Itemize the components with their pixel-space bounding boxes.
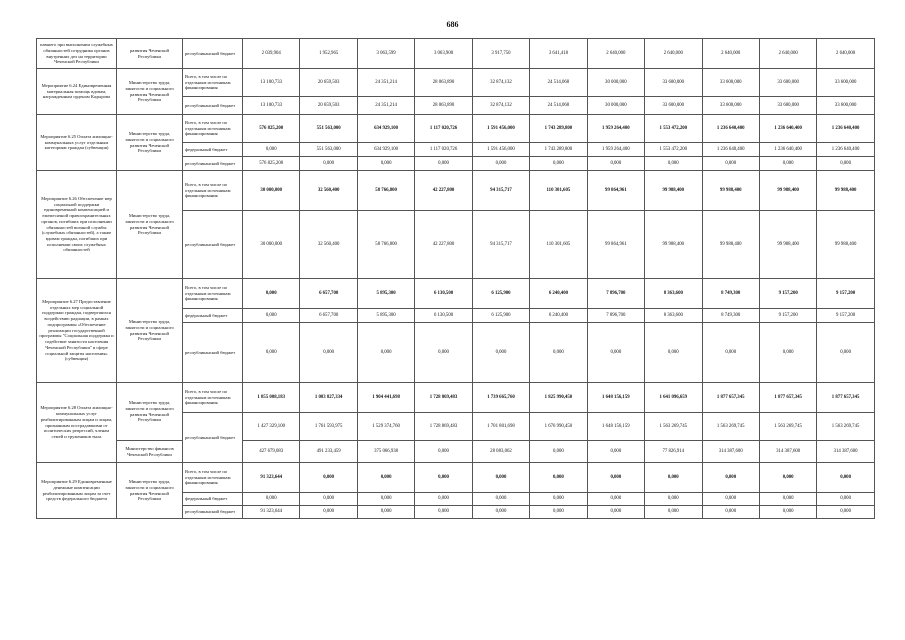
value-cell: 0,000 — [472, 323, 529, 383]
value-cell: 1 236 640,400 — [702, 143, 759, 157]
value-cell: 1 743 289,800 — [530, 143, 587, 157]
source-label: республиканский бюджет — [183, 157, 243, 171]
value-cell: 99 864,961 — [587, 211, 644, 279]
value-cell: 1 236 640,400 — [759, 115, 816, 143]
value-cell: 99 988,400 — [817, 171, 874, 211]
value-cell: 1 728 869,483 — [415, 413, 472, 441]
value-cell: 2 640,000 — [587, 39, 644, 69]
value-cell: 99 988,400 — [817, 211, 874, 279]
value-cell: 634 929,100 — [357, 143, 414, 157]
measure-name: Мероприятие 6.27 Предоставление отдельных мер социальной поддержки граждан, подвергшихся воздействию радиации, в рамках подпрограммы «Обеспечение реализации государственной программы "Социальная поддержка и содействие занятости населения Чеченской Республики" в сфере социальной защиты населения» (субвенция) — [37, 279, 117, 383]
value-cell: 0,000 — [817, 493, 874, 506]
value-cell: 8 363,600 — [645, 279, 702, 309]
value-cell: 1 117 020,726 — [415, 143, 472, 157]
page-number: 686 — [446, 20, 459, 29]
value-cell: 3 063,900 — [415, 39, 472, 69]
value-cell: 24 351,214 — [357, 69, 414, 97]
value-cell: 576 825,200 — [243, 115, 300, 143]
value-cell: 33 600,000 — [645, 97, 702, 115]
executor: Министерство труда, занятости и социального развития Чеченской Республики — [117, 171, 183, 279]
value-cell: 0,000 — [300, 506, 357, 519]
value-cell: 0,000 — [415, 323, 472, 383]
value-cell: 0,000 — [587, 323, 644, 383]
value-cell: 1 728 869,483 — [415, 383, 472, 413]
table-row — [37, 463, 875, 493]
value-cell: 0,000 — [243, 279, 300, 309]
value-cell: 6 130,500 — [415, 279, 472, 309]
source-label: республиканский бюджет — [183, 39, 243, 69]
value-cell: 0,000 — [587, 463, 644, 493]
value-cell: 0,000 — [530, 493, 587, 506]
source-label: республиканский бюджет — [183, 413, 243, 463]
value-cell: 99 988,400 — [645, 211, 702, 279]
value-cell: 1 877 657,345 — [702, 383, 759, 413]
table-row — [37, 383, 875, 413]
value-cell: 33 600,000 — [759, 69, 816, 97]
value-cell: 491 233,459 — [300, 441, 357, 463]
value-cell: 0,000 — [415, 157, 472, 171]
value-cell: 24 514,068 — [530, 97, 587, 115]
value-cell: 0,000 — [243, 309, 300, 323]
value-cell: 0,000 — [702, 323, 759, 383]
value-cell: 1 877 657,345 — [817, 383, 874, 413]
value-cell: 1 553 472,200 — [645, 115, 702, 143]
value-cell: 1 563 269,745 — [645, 413, 702, 441]
value-cell: 77 826,914 — [645, 441, 702, 463]
value-cell: 0,000 — [243, 493, 300, 506]
value-cell: 1 904 441,698 — [357, 383, 414, 413]
value-cell: 1 236 640,400 — [817, 143, 874, 157]
value-cell: 375 066,938 — [357, 441, 414, 463]
value-cell: 20 659,503 — [300, 97, 357, 115]
value-cell: 33 600,000 — [759, 97, 816, 115]
value-cell: 0,000 — [357, 493, 414, 506]
value-cell: 0,000 — [702, 506, 759, 519]
value-cell: 30 000,000 — [587, 97, 644, 115]
value-cell: 0,000 — [645, 506, 702, 519]
value-cell: 1 648 156,159 — [587, 383, 644, 413]
value-cell: 1 739 665,760 — [472, 383, 529, 413]
value-cell: 99 864,961 — [587, 171, 644, 211]
value-cell: 1 877 657,345 — [759, 383, 816, 413]
executor: развития Чеченской Республики — [117, 39, 183, 69]
value-cell: 0,000 — [702, 463, 759, 493]
source-label: Всего, в том числе по отдельным источникам финансирования — [183, 115, 243, 143]
value-cell: 33 600,000 — [817, 97, 874, 115]
value-cell: 0,000 — [472, 463, 529, 493]
value-cell: 0,000 — [357, 157, 414, 171]
value-cell: 1 563 269,745 — [817, 413, 874, 441]
executor: Министерство финансов Чеченской Республики — [117, 441, 183, 463]
value-cell: 1 553 472,200 — [645, 143, 702, 157]
value-cell: 1 761 593,975 — [300, 413, 357, 441]
executor: Министерство труда, занятости и социального развития Чеченской Республики — [117, 463, 183, 519]
value-cell: 33 600,000 — [817, 69, 874, 97]
value-cell: 2 640,000 — [702, 39, 759, 69]
value-cell: 551 563,000 — [300, 143, 357, 157]
value-cell: 42 227,800 — [415, 171, 472, 211]
measure-name: Мероприятие 6.25 Оплата жилищно-коммунальных услуг отдельным категориям граждан (субвенция) — [37, 115, 117, 171]
value-cell: 0,000 — [472, 506, 529, 519]
table-row — [37, 171, 875, 211]
value-cell: 0,000 — [530, 463, 587, 493]
value-cell: 2 640,000 — [645, 39, 702, 69]
value-cell: 1 236 640,400 — [759, 143, 816, 157]
value-cell: 0,000 — [300, 493, 357, 506]
value-cell: 32 560,400 — [300, 211, 357, 279]
value-cell: 0,000 — [300, 323, 357, 383]
value-cell: 94 315,717 — [472, 211, 529, 279]
value-cell: 32 560,400 — [300, 171, 357, 211]
value-cell: 2 640,000 — [817, 39, 874, 69]
value-cell: 30 000,000 — [243, 211, 300, 279]
value-cell: 0,000 — [530, 157, 587, 171]
value-cell: 8 749,300 — [702, 309, 759, 323]
value-cell: 1 427 329,100 — [243, 413, 300, 441]
source-label: федеральный бюджет — [183, 309, 243, 323]
value-cell: 6 657,700 — [300, 309, 357, 323]
measure-name: Мероприятие 6.24 Единовременная материальная помощь вдовам, награжденным орденом Кадырова — [37, 69, 117, 115]
value-cell: 99 988,400 — [702, 211, 759, 279]
value-cell: 0,000 — [817, 506, 874, 519]
value-cell: 32 874,132 — [472, 97, 529, 115]
table-row — [37, 115, 875, 143]
value-cell: 0,000 — [817, 323, 874, 383]
value-cell: 1 236 640,400 — [702, 115, 759, 143]
value-cell: 24 351,214 — [357, 97, 414, 115]
source-label: Всего, в том числе по отдельным источникам финансирования — [183, 69, 243, 97]
value-cell: 5 895,300 — [357, 279, 414, 309]
value-cell: 28 063,890 — [415, 69, 472, 97]
executor: Министерство труда, занятости и социального развития Чеченской Республики — [117, 115, 183, 171]
executor: Министерство труда, занятости и социального развития Чеченской Республики — [117, 383, 183, 441]
value-cell: 6 240,400 — [530, 279, 587, 309]
value-cell: 110 301,605 — [530, 171, 587, 211]
value-cell: 58 766,800 — [357, 211, 414, 279]
value-cell: 576 825,200 — [243, 157, 300, 171]
value-cell: 2 039,904 — [243, 39, 300, 69]
measure-name: Мероприятие 6.29 Единовременные денежные компенсации реабилитированным лицам за счет средств федерального бюджета — [37, 463, 117, 519]
source-label: федеральный бюджет — [183, 143, 243, 157]
value-cell: 0,000 — [645, 323, 702, 383]
value-cell: 0,000 — [587, 157, 644, 171]
executor: Министерство труда, занятости и социального развития Чеченской Республики — [117, 279, 183, 383]
value-cell: 1 743 289,800 — [530, 115, 587, 143]
value-cell: 0,000 — [472, 493, 529, 506]
source-label: республиканский бюджет — [183, 506, 243, 519]
value-cell: 7 896,700 — [587, 309, 644, 323]
source-label: республиканский бюджет — [183, 97, 243, 115]
table-row — [37, 69, 875, 97]
value-cell: 1 952,965 — [300, 39, 357, 69]
value-cell: 13 100,733 — [243, 97, 300, 115]
measure-name: павшего при выполнении служебных обязанностей сотрудника органов внутренних дел на территории Чеченской Республики — [37, 39, 117, 69]
value-cell: 0,000 — [415, 441, 472, 463]
value-cell: 0,000 — [587, 506, 644, 519]
value-cell: 99 988,400 — [759, 171, 816, 211]
value-cell: 0,000 — [759, 506, 816, 519]
value-cell: 0,000 — [357, 463, 414, 493]
value-cell: 32 874,132 — [472, 69, 529, 97]
value-cell: 1 563 269,745 — [702, 413, 759, 441]
value-cell: 1 641 096,659 — [645, 383, 702, 413]
value-cell: 3 641,418 — [530, 39, 587, 69]
value-cell: 0,000 — [759, 463, 816, 493]
value-cell: 9 157,200 — [759, 279, 816, 309]
value-cell: 28 063,890 — [415, 97, 472, 115]
value-cell: 6 125,900 — [472, 279, 529, 309]
value-cell: 9 157,200 — [817, 309, 874, 323]
value-cell: 6 240,400 — [530, 309, 587, 323]
value-cell: 1 591 456,000 — [472, 143, 529, 157]
source-label: Всего, в том числе по отдельным источникам финансирования — [183, 171, 243, 211]
value-cell: 0,000 — [357, 506, 414, 519]
value-cell: 13 100,733 — [243, 69, 300, 97]
value-cell: 1 591 456,000 — [472, 115, 529, 143]
value-cell: 30 000,000 — [243, 171, 300, 211]
value-cell: 99 988,400 — [702, 171, 759, 211]
value-cell: 1 701 801,698 — [472, 413, 529, 441]
value-cell: 314 387,600 — [702, 441, 759, 463]
value-cell: 0,000 — [415, 493, 472, 506]
value-cell: 1 676 990,450 — [530, 413, 587, 441]
value-cell: 314 387,600 — [759, 441, 816, 463]
value-cell: 8 363,600 — [645, 309, 702, 323]
source-label: федеральный бюджет — [183, 493, 243, 506]
value-cell: 1 563 269,745 — [759, 413, 816, 441]
value-cell: 0,000 — [472, 157, 529, 171]
value-cell: 0,000 — [530, 506, 587, 519]
source-label: Всего, в том числе по отдельным источникам финансирования — [183, 463, 243, 493]
value-cell: 0,000 — [759, 323, 816, 383]
value-cell: 0,000 — [645, 463, 702, 493]
value-cell: 42 227,800 — [415, 211, 472, 279]
source-label: республиканский бюджет — [183, 323, 243, 383]
value-cell: 6 125,900 — [472, 309, 529, 323]
value-cell: 0,000 — [300, 463, 357, 493]
value-cell: 551 563,000 — [300, 115, 357, 143]
value-cell: 0,000 — [357, 323, 414, 383]
value-cell: 0,000 — [645, 493, 702, 506]
value-cell: 91 323,644 — [243, 463, 300, 493]
value-cell: 7 896,700 — [587, 279, 644, 309]
measure-name: Мероприятие 6.28 Оплата жилищно-коммунальных услуг реабилитированным лицам и лицам, признанным пострадавшими от политических репрессий, членам семей и тружеников тыла — [37, 383, 117, 463]
value-cell: 1 529 374,760 — [357, 413, 414, 441]
value-cell: 0,000 — [530, 323, 587, 383]
value-cell: 58 766,800 — [357, 171, 414, 211]
value-cell: 1 959 264,400 — [587, 115, 644, 143]
value-cell: 110 301,605 — [530, 211, 587, 279]
value-cell: 33 600,000 — [702, 69, 759, 97]
value-cell: 0,000 — [702, 157, 759, 171]
budget-table — [36, 38, 875, 519]
table-row — [37, 39, 875, 69]
value-cell: 9 157,200 — [817, 279, 874, 309]
value-cell: 1 236 640,400 — [817, 115, 874, 143]
executor: Министерство труда, занятости и социального развития Чеченской Республики — [117, 69, 183, 115]
table-row — [37, 279, 875, 309]
value-cell: 94 315,717 — [472, 171, 529, 211]
value-cell: 3 063,599 — [357, 39, 414, 69]
value-cell: 33 600,000 — [702, 97, 759, 115]
value-cell: 24 514,068 — [530, 69, 587, 97]
value-cell: 0,000 — [587, 441, 644, 463]
value-cell: 99 988,400 — [645, 171, 702, 211]
value-cell: 0,000 — [243, 143, 300, 157]
value-cell: 8 749,300 — [702, 279, 759, 309]
value-cell: 0,000 — [415, 463, 472, 493]
value-cell: 9 157,200 — [759, 309, 816, 323]
source-label: Всего, в том числе по отдельным источникам финансирования — [183, 279, 243, 309]
value-cell: 1 117 020,726 — [415, 115, 472, 143]
value-cell: 6 130,500 — [415, 309, 472, 323]
value-cell: 0,000 — [759, 493, 816, 506]
table-row — [37, 441, 875, 463]
value-cell: 0,000 — [300, 157, 357, 171]
value-cell: 0,000 — [243, 323, 300, 383]
measure-name: Мероприятие 6.26 Обеспечение мер социальной поддержки единовременной компенсацией и ежемесячной правоохранительных органов, погибших при исполнении обязанностей военной службы (служебных обязанностей), а также вдовам граждан, погибших при исполнении своих служебных обязанностей — [37, 171, 117, 279]
value-cell: 1 855 008,183 — [243, 383, 300, 413]
value-cell: 1 959 264,400 — [587, 143, 644, 157]
value-cell: 0,000 — [759, 157, 816, 171]
value-cell: 28 083,062 — [472, 441, 529, 463]
value-cell: 0,000 — [415, 506, 472, 519]
value-cell: 1 083 827,334 — [300, 383, 357, 413]
value-cell: 314 387,600 — [817, 441, 874, 463]
value-cell: 1 825 990,450 — [530, 383, 587, 413]
value-cell: 33 600,000 — [645, 69, 702, 97]
value-cell: 3 917,750 — [472, 39, 529, 69]
value-cell: 0,000 — [702, 493, 759, 506]
value-cell: 0,000 — [817, 463, 874, 493]
value-cell: 0,000 — [645, 157, 702, 171]
value-cell: 634 929,100 — [357, 115, 414, 143]
value-cell: 427 679,083 — [243, 441, 300, 463]
value-cell: 0,000 — [587, 493, 644, 506]
source-label: Всего, в том числе по отдельным источникам финансирования — [183, 383, 243, 413]
source-label: республиканский бюджет — [183, 211, 243, 279]
value-cell: 91 323,644 — [243, 506, 300, 519]
value-cell: 5 895,300 — [357, 309, 414, 323]
value-cell: 1 648 156,159 — [587, 413, 644, 441]
value-cell: 6 657,700 — [300, 279, 357, 309]
value-cell: 0,000 — [530, 441, 587, 463]
value-cell: 30 000,000 — [587, 69, 644, 97]
value-cell: 20 659,503 — [300, 69, 357, 97]
value-cell: 0,000 — [817, 157, 874, 171]
value-cell: 2 640,000 — [759, 39, 816, 69]
value-cell: 99 988,400 — [759, 211, 816, 279]
